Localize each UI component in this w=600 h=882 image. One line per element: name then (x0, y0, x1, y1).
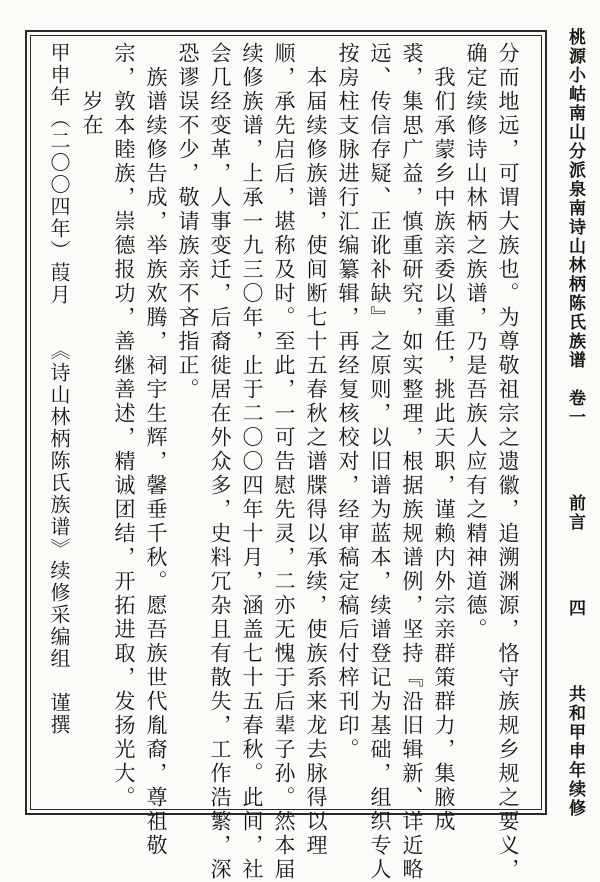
running-header (556, 28, 588, 818)
dateline-prefix: 岁在 (80, 42, 104, 138)
text-column: 远、传信存疑、正讹补缺』之原则，以旧谱为蓝本，续谱登记为基础，组织专人 (368, 42, 392, 882)
text-column: 恐谬误不少，敬请族亲不吝指正。 (176, 42, 200, 402)
text-column: 本届续修族谱，使间断七十五春秋之谱牒得以承续，使族系来龙去脉得以理 (304, 42, 328, 858)
text-column: 确定续修诗山林柄之族谱，乃是吾族人应有之精神道德。 (464, 42, 488, 642)
text-column: 分而地远，可谓大族也。为尊敬祖宗之遗徽，追溯渊源，恪守族规乡规之要义， (496, 42, 520, 882)
edition-label: 共和甲申年续修 (565, 685, 585, 818)
text-column: 族谱续修告成，举族欢腾，祠宇生辉，馨垂千秋。愿吾族世代胤裔，尊祖敬 (144, 42, 168, 858)
book-title: 桃源小岵南山分派泉南诗山林柄陈氏族谱 卷一 (565, 28, 585, 427)
section-label: 前言 (565, 494, 585, 532)
text-column: 续修族谱，上承一九三〇年，止于二〇〇四年十月，涵盖七十五春秋。此间，社 (240, 42, 264, 882)
text-column: 我们承蒙乡中族亲委以重任，挑此天职，谨赖内外宗亲群策群力，集腋成 (432, 42, 456, 834)
text-column: 顺，承先启后，堪称及时。至此，一可告慰先灵，二亦无愧于后辈子孙。然本届 (272, 42, 296, 882)
text-column: 宗，敦本睦族，崇德报功，善继善述，精诚团结，开拓进取，发扬光大。 (112, 42, 136, 810)
text-column: 会几经变革，人事变迁，后裔徙居在外众多，史料冗杂且有散失，工作浩繁，深 (208, 42, 232, 882)
text-column: 按房柱支脉进行汇编纂辑，再经复核校对，经审稿定稿后付梓刊印。 (336, 42, 360, 762)
page-number: 四 (565, 599, 585, 618)
signature-line: 甲申年（二〇〇四年）葭月 《诗山林柄陈氏族谱》续修采编组 谨撰 (47, 42, 71, 736)
text-column: 裘，集思广益，慎重研究，如实整理，根据族规谱例，坚持『沿旧辑新、详近略 (400, 42, 424, 882)
